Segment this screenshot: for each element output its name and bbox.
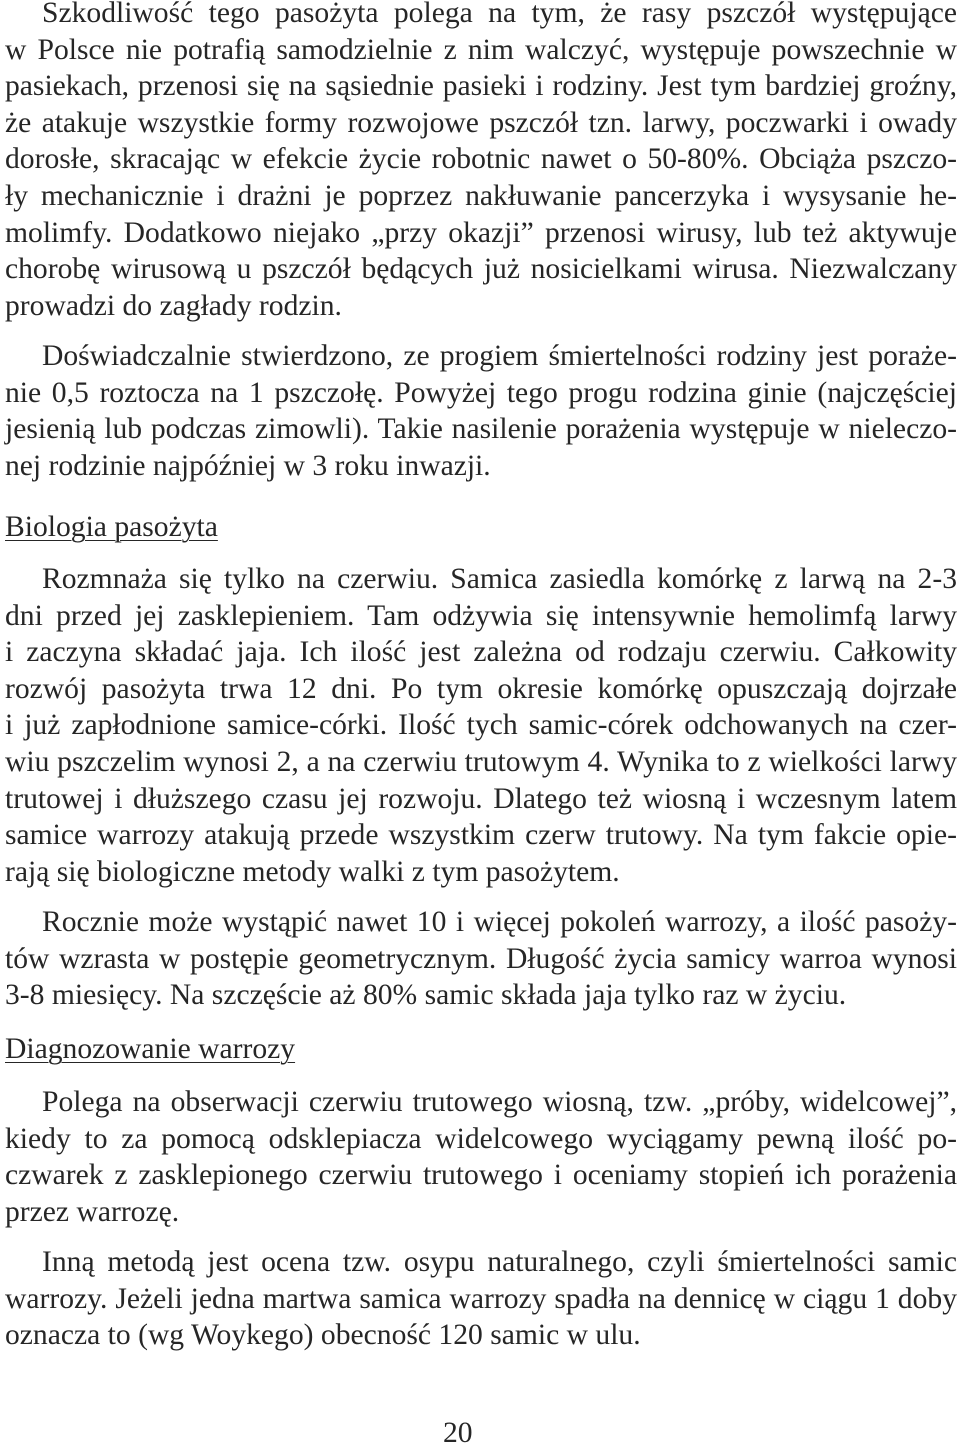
text-line: 3-8 miesięcy. Na szczęście aż 80% samic składa jaja tylko raz w życiu. xyxy=(5,979,847,1012)
text-line: Szkodliwość tego pasożyta polega na tym, że rasy pszczół występujące xyxy=(42,0,957,29)
text-line: dorosłe, skracając w efekcie życie robotnic nawet o 50-80%. Obciąża pszczo- xyxy=(5,143,957,176)
section-heading: Biologia pasożyta xyxy=(5,511,218,543)
text-line: nej rodzinie najpóźniej w 3 roku inwazji. xyxy=(5,449,491,482)
text-line: Rocznie może wystąpić nawet 10 i więcej pokoleń warrozy, a ilość pasoży- xyxy=(42,906,957,938)
text-line: ły mechanicznie i drażni je poprzez nakłuwanie pancerzyka i wysysanie he- xyxy=(5,179,957,212)
text-line: czwarek z zasklepionego czerwiu trutowego i oceniamy stopień ich porażenia xyxy=(5,1159,957,1192)
text-line: Doświadczalnie stwierdzono, ze progiem śmiertelności rodziny jest poraże- xyxy=(42,340,957,372)
text-line: przez warrozę. xyxy=(5,1195,180,1228)
text-line: chorobę wirusową u pszczół będących już nosicielkami wirusa. Niezwalczany xyxy=(5,253,957,286)
text-line: nie 0,5 roztocza na 1 pszczołę. Powyżej tego progu rodzina ginie (najczęściej xyxy=(5,376,957,409)
text-line: i zaczyna składać jaja. Ich ilość jest zależna od rodzaju czerwiu. Całkowity xyxy=(5,636,957,669)
paragraph xyxy=(5,561,957,890)
section-heading-container xyxy=(5,509,957,546)
paragraph xyxy=(5,904,957,1014)
paragraph xyxy=(5,1244,957,1354)
text-line: tów wzrasta w postępie geometrycznym. Długość życia samicy warroa wynosi xyxy=(5,942,957,975)
page-number: 20 xyxy=(443,1417,473,1448)
section-heading-container xyxy=(5,1031,957,1068)
text-line: prowadzi do zagłady rodzin. xyxy=(5,289,342,322)
text-line: rają się biologiczne metody walki z tym pasożytem. xyxy=(5,855,620,888)
text-line: jesienią lub podczas zimowli). Takie nasilenie porażenia występuje w nieleczo- xyxy=(5,413,957,446)
text-line: pasiekach, przenosi się na sąsiednie pasieki i rodziny. Jest tym bardziej groźny, xyxy=(5,70,957,103)
text-line: molimfy. Dodatkowo niejako „przy okazji” przenosi wirusy, lub też aktywuje xyxy=(5,216,957,249)
text-line: i już zapłodnione samice-córki. Ilość tych samic-córek odchowanych na czer- xyxy=(5,709,957,742)
text-line: dni przed jej zasklepieniem. Tam odżywia się intensywnie hemolimfą larwy xyxy=(5,599,957,632)
paragraph xyxy=(5,1084,957,1230)
section-heading: Diagnozowanie warrozy xyxy=(5,1033,296,1065)
paragraph xyxy=(5,0,957,324)
text-line: Inną metodą jest ocena tzw. osypu naturalnego, czyli śmiertelności samic xyxy=(42,1246,957,1278)
text-line: w Polsce nie potrafią samodzielnie z nim walczyć, występuje powszechnie w xyxy=(5,33,957,66)
text-line: trutowej i dłuższego czasu jej rozwoju. Dlatego też wiosną i wczesnym latem xyxy=(5,782,957,815)
text-line: Rozmnaża się tylko na czerwiu. Samica zasiedla komórkę z larwą na 2-3 xyxy=(42,563,957,595)
text-line: Polega na obserwacji czerwiu trutowego wiosną, tzw. „próby, widelcowej”, xyxy=(42,1086,957,1118)
text-line: wiu pszczelim wynosi 2, a na czerwiu trutowym 4. Wynika to z wielkości larwy xyxy=(5,745,957,778)
text-line: samice warrozy atakują przede wszystkim czerw trutowy. Na tym fakcie opie- xyxy=(5,819,957,852)
text-line: rozwój pasożyta trwa 12 dni. Po tym okresie komórkę opuszczają dojrzałe xyxy=(5,672,957,705)
text-line: że atakuje wszystkie formy rozwojowe pszczół tzn. larwy, poczwarki i owady xyxy=(5,106,957,139)
text-line: warrozy. Jeżeli jedna martwa samica warrozy spadła na dennicę w ciągu 1 doby xyxy=(5,1282,957,1315)
paragraph xyxy=(5,338,957,484)
text-line: kiedy to za pomocą odsklepiacza widelcowego wyciągamy pewną ilość po- xyxy=(5,1122,957,1155)
text-line: oznacza to (wg Woykego) obecność 120 samic w ulu. xyxy=(5,1319,641,1352)
